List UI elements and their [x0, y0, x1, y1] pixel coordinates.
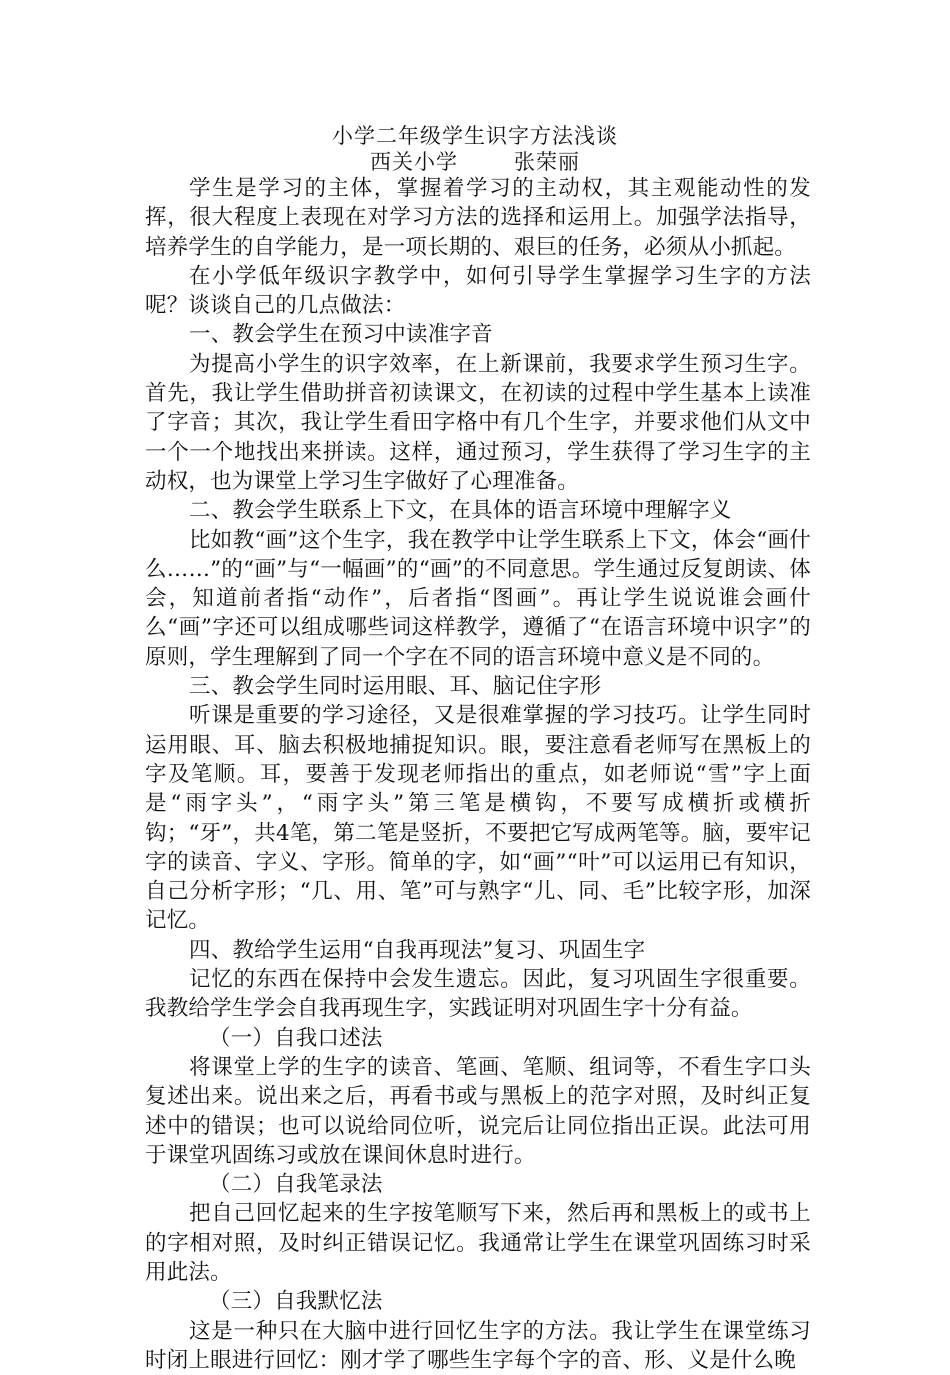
- subheading-3: （三）自我默忆法: [209, 1289, 383, 1315]
- document-title: 小学二年级学生识字方法浅谈: [332, 124, 618, 148]
- paragraph-section-3: 听课是重要的学习途径，又是很难掌握的学习技巧。让学生同时运用眼、耳、脑去积极地捕捉知识。眼，要注意看老师写在黑板上的字及笔顺。耳，要善于发现老师指出的重点，如老师说“雪”字上面是“雨字头”，“雨字头”第三笔是横钩，不要写成横折或横折钩；“牙”，共4笔，第二笔是竖折，不要把它写成两笔等。脑，要牢记字的读音、字义、字形。简单的字，如“画”“叶”可以运用已有知识，自己分析字形；“几、用、笔”可与熟字“儿、同、毛”比较字形，加深记忆。: [145, 703, 811, 934]
- subheading-2: （二）自我笔录法: [209, 1172, 383, 1198]
- byline: [0, 150, 950, 174]
- section-heading-2: 二、教会学生联系上下文，在具体的语言环境中理解字义: [189, 498, 732, 524]
- paragraph-question: 在小学低年级识字教学中，如何引导学生掌握学习生字的方法呢？谈谈自己的几点做法：: [145, 263, 811, 319]
- document-body: [145, 174, 811, 1375]
- section-heading-1: 一、教会学生在预习中读准字音: [189, 322, 493, 348]
- paragraph-section-2: 比如教“画”这个生字，我在教学中让学生联系上下文，体会“画什么……”的“画”与“一幅画”的“画”的不同意思。学生通过反复朗读、体会，知道前者指“动作”，后者指“图画”。再让学生说说谁会画什么“画”字还可以组成哪些词这样教学，遵循了“在语言环境中识字”的原则，学生理解到了同一个字在不同的语言环境中意义是不同的。: [145, 527, 811, 670]
- paragraph-sub-3: 这是一种只在大脑中进行回忆生字的方法。我让学生在课堂练习时闭上眼进行回忆：刚才学了哪些生字每个字的音、形、义是什么晚: [145, 1318, 811, 1373]
- author-name: 张荣丽: [514, 150, 580, 174]
- section-heading-4: 四、教给学生运用“自我再现法”复习、巩固生字: [189, 937, 646, 963]
- paragraph-sub-2: 把自己回忆起来的生字按笔顺写下来，然后再和黑板上的或书上的字相对照，及时纠正错误记忆。我通常让学生在课堂巩固练习时采用此法。: [145, 1201, 811, 1285]
- school-name: 西关小学: [370, 150, 458, 174]
- paragraph-sub-1: 将课堂上学的生字的读音、笔画、笔顺、组词等，不看生字口头复述出来。说出来之后，再看书或与黑板上的范字对照，及时纠正复述中的错误；也可以说给同位听，说完后让同位指出正误。此法可用于课堂巩固练习或放在课间休息时进行。: [145, 1054, 811, 1168]
- subheading-1: （一）自我口述法: [209, 1025, 383, 1051]
- paragraph-intro: 学生是学习的主体，掌握着学习的主动权，其主观能动性的发挥，很大程度上表现在对学习方法的选择和运用上。加强学法指导，培养学生的自学能力，是一项长期的、艰巨的任务，必须从小抓起。: [145, 176, 811, 260]
- section-heading-3: 三、教会学生同时运用眼、耳、脑记住字形: [189, 674, 602, 700]
- paragraph-section-4: 记忆的东西在保持中会发生遗忘。因此，复习巩固生字很重要。我教给学生学会自我再现生字，实践证明对巩固生字十分有益。: [145, 967, 811, 1022]
- paragraph-section-1: 为提高小学生的识字效率，在上新课前，我要求学生预习生字。首先，我让学生借助拼音初读课文，在初读的过程中学生基本上读准了字音；其次，我让学生看田字格中有几个生字，并要求他们从文中一个一个地找出来拼读。这样，通过预习，学生获得了学习生字的主动权，也为课堂上学习生字做好了心理准备。: [145, 351, 811, 494]
